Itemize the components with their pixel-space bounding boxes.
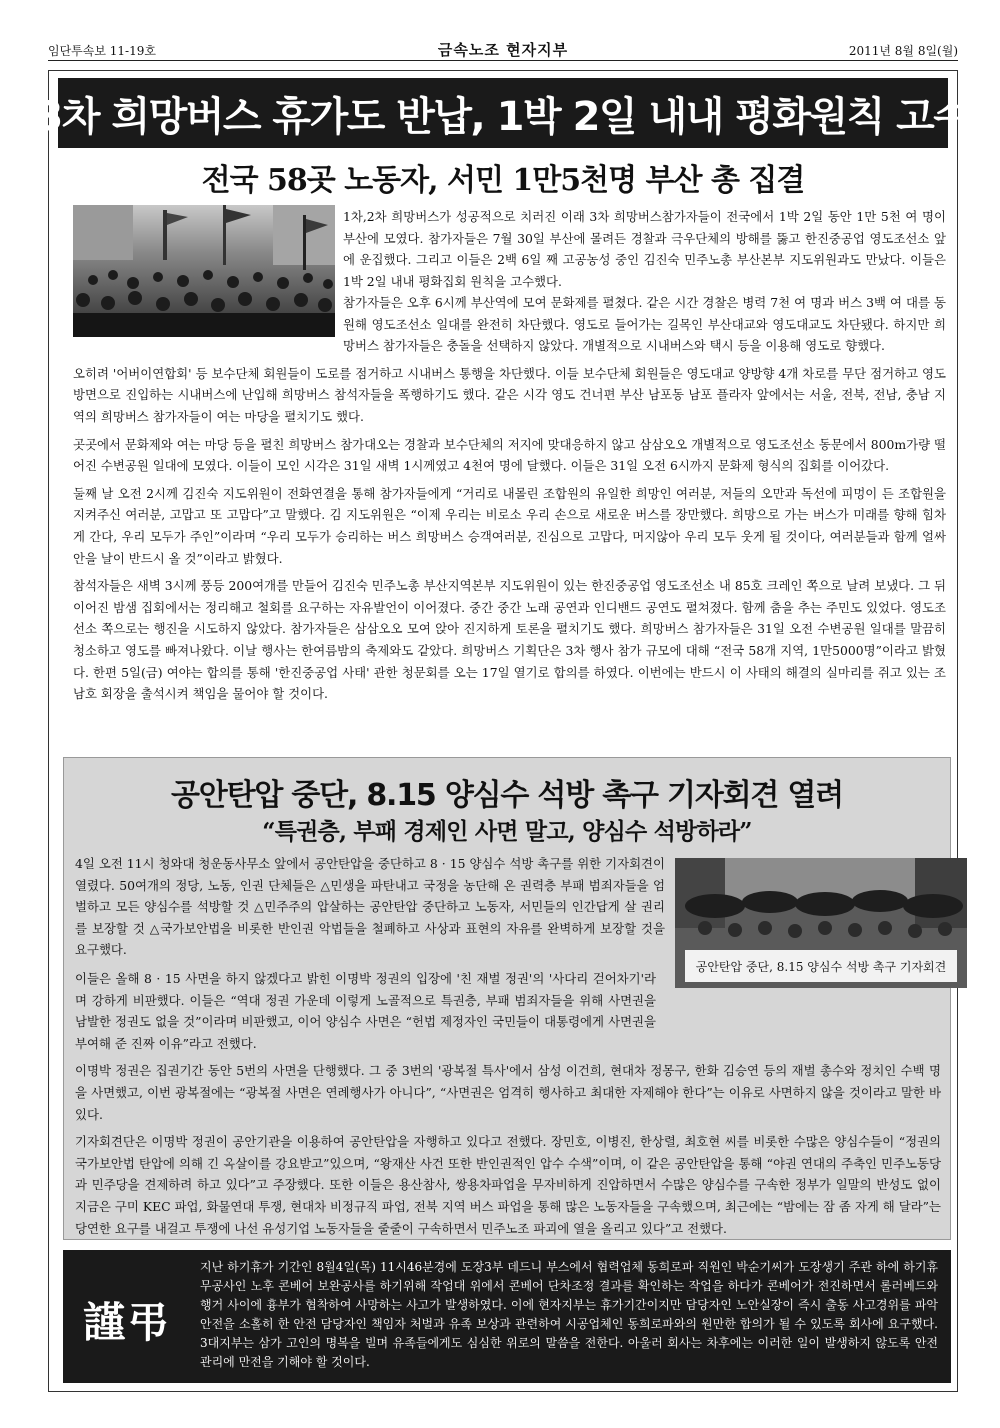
organization-name: 금속노조 현자지부 [437,41,569,59]
condolence-title: 謹弔 [83,1298,172,1347]
article1-paragraph-3: 오히려 '어버이연합회' 등 보수단체 회원들이 도로를 점거하고 시내버스 통행을 차단했다. 이들 보수단체 회원들은 영도대교 양방향 4개 차로를 무단 점거하고 영도방면으로 진입하는 시내버스에 난입해 희망버스 참석자들을 폭행하기도 했다. 같은 시각 영도 건너편 부산 남포동 남포 플라자 앞에서는 서울, 전북, 전남, 충남 지역의 희망버스 참가자들이 여는 마당을 펼치기도 했다. [73,365,946,424]
article1-paragraph-1: 1차,2차 희망버스가 성공적으로 치러진 이래 3차 희망버스참가자들이 전국에서 1박 2일 동안 1만 5천 여 명이 부산에 모였다. 참가자들은 7월 30일 부산에 몰려든 경찰과 극우단체의 방해를 뚫고 한진중공업 영도조선소 앞에 운집했다. 그리고 이들은 2백 6일 째 고공농성 중인 김진숙 민주노총 부산본부 지도위원과도 만났다. 이들은 1박 2일 내내 평화집회 원칙을 고수했다. [343,209,946,289]
article2-body [75,968,941,1245]
condolence-notice [63,1250,951,1383]
main-headline: 3차 희망버스 휴가도 반납, 1박 2일 내내 평화원칙 고수 [35,93,971,140]
condolence-text: 지난 하기휴가 기간인 8월4일(목) 11시46분경에 도장3부 데드니 부스에서 협력업체 동희로파 직원인 박순기씨가 도장생기 주관 하에 하기휴무공사인 노후 콘베어 보완공사를 하기위해 작업대 위에서 콘베어 단차조정 결과를 확인하는 작업을 하다가 콘베어가 전진하면서 롤러베드와 행거 사이에 흉부가 협착하여 사망하는 사고가 발생하였다. 이에 현자지부는 휴가기간이지만 담당자인 노안실장이 즉시 출동 사고경위를 파악 안전을 소홀히 한 안전 담당자인 책임자 처벌과 유족 보상과 관련하여 시공업체인 동희로파와의 원만한 합의가 될 수 있도록 회사에 요구했다. 3대지부는 삼가 고인의 명복을 빌며 유족들에게도 심심한 위로의 말씀을 전한다. 아울러 회사는 차후에는 이러한 일이 발생하지 않도록 안전 관리에 만전을 기해야 할 것이다. [200,1260,938,1369]
article1-intro [343,206,946,292]
article1-body [73,292,946,711]
masthead [48,38,958,60]
article2-subhead: “특권층, 부패 경제인 사면 말고, 양심수 석방하라” [262,818,752,845]
article1-paragraph-4: 곳곳에서 문화제와 여는 마당 등을 펼친 희망버스 참가대오는 경찰과 보수단체의 저지에 맞대응하지 않고 삼삼오오 개별적으로 영도조선소 동문에서 800m가량 떨어진 수변공원 일대에 모였다. 이들이 모인 시각은 31일 새벽 1시께였고 4천여 명에 달했다. 이들은 31일 오전 6시까지 문화제 형식의 집회를 이어갔다. [73,436,946,474]
headline-banner [35,78,971,148]
issue-date: 2011년 8월 8일(월) [848,44,958,58]
article2-paragraph-3: 이명박 정권은 집권기간 동안 5번의 사면을 단행했다. 그 중 3번의 '광복절 특사'에서 삼성 이건희, 현대차 정몽구, 한화 김승연 등의 재벌 총수와 정치인 수백 명을 사면했고, 이번 광복절에는 “광복절 사면은 연례행사가 아니다”, “사면권은 엄격히 행사하고 최대한 자제해야 한다”는 이유로 사면하지 않을 것이라고 말한 바 있다. [75,1063,941,1122]
article1-paragraph-6: 참석자들은 새벽 3시께 풍등 200여개를 만들어 김진숙 민주노총 부산지역본부 지도위원이 있는 한진중공업 영도조선소 내 85호 크레인 쪽으로 날려 보냈다. 그 뒤 이어진 밤샘 집회에서는 정리해고 철회를 요구하는 자유발언이 이어졌다. 중간 중간 노래 공연과 인디밴드 공연도 펼쳐졌다. 함께 춤을 추는 주민도 있었다. 영도조선소 쪽으로는 행진을 시도하지 않았다. 참가자들은 삼삼오오 모여 앉아 진지하게 토론을 펼치기도 했다. 희망버스 참가자들은 31일 오전 수변공원 일대를 말끔히 청소하고 영도를 빠져나왔다. 이날 행사는 한여름밤의 축제와도 같았다. 희망버스 기획단은 3차 행사 참가 규모에 대해 “전국 58개 지역, 1만5000명”이라고 밝혔다. 한편 5일(금) 여야는 합의를 통해 '한진중공업 사태' 관한 청문회를 오는 17일 열기로 합의를 하였다. 이번에는 반드시 이 사태의 해결의 실마리를 쥐고 있는 조남호 회장을 출석시켜 책임을 물어야 할 것이다. [73,578,947,702]
photo-banner-text: 공안탄압 중단, 8.15 양심수 석방 촉구 기자회견 [695,960,947,974]
issue-number: 임단투속보 11-19호 [48,44,156,58]
article2-headline: 공안탄압 중단, 8.15 양심수 석방 촉구 기자회견 열려 [171,778,843,813]
article1-subhead: 전국 58곳 노동자, 서민 1만5천명 부산 총 집결 [201,163,805,198]
article1-paragraph-2: 참가자들은 오후 6시께 부산역에 모여 문화제를 펼쳤다. 같은 시간 경찰은 병력 7천 여 명과 버스 3백 여 대를 동원해 영도조선소 일대를 완전히 차단했다. 영도로 들어가는 길목인 부산대교와 영도대교도 차단됐다. 하지만 희망버스 참가자들은 충돌을 선택하지 않았다. 개별적으로 시내버스와 택시 등을 이용해 영도로 향했다. [343,295,946,354]
article2-paragraph-2: 이들은 올해 8 · 15 사면을 하지 않겠다고 밝힌 이명박 정권의 입장에 '친 재벌 정권'의 '사다리 걷어차기'라며 강하게 비판했다. 이들은 “역대 정권 가운데 이렇게 노골적으로 특권층, 부패 범죄자들을 위해 사면권을 남발한 정권도 없을 것”이라며 비판했고, 이어 양심수 사면은 “헌법 제정자인 국민들이 대통령에게 사면권을 부여해 준 진짜 이유”라고 전했다. [75,971,656,1051]
article1-paragraph-5: 둘째 날 오전 2시께 김진숙 지도위원이 전화연결을 통해 참가자들에게 “거리로 내몰린 조합원의 유일한 희망인 여러분, 저들의 오만과 독선에 피멍이 든 조합원을 지켜주신 여러분, 고맙고 또 고맙다”고 말했다. 김 지도위원은 “이제 우리는 비로소 우리 손으로 새로운 버스를 장만했다. 희망으로 가는 버스가 미래를 향해 힘차게 간다, 우리 모두가 주인”이라며 “우리 모두가 승리하는 버스 희망버스 승객여러분, 진심으로 고맙다, 머지않아 우리 모두 웃게 될 것이다, 여러분들과 함께 얼싸안을 날이 반드시 올 것”이라고 밝혔다. [73,485,946,566]
article2-paragraph-4: 기자회견단은 이명박 정권이 공안기관을 이용하여 공안탄압을 자행하고 있다고 전했다. 장민호, 이병진, 한상렬, 최호현 씨를 비롯한 수많은 양심수들이 “정권의 국가보안법 탄압에 의해 긴 옥살이를 강요받고”있으며, “왕재산 사건 또한 반인권적인 압수 수색”이며, 이 같은 공안탄압을 통해 “야권 연대의 주축인 민주노동당과 민주당을 견제하려 하고 있다”고 주장했다. 또한 이들은 용산참사, 쌍용차파업을 무자비하게 진압하면서 수많은 양심수를 구속한 정부가 일말의 반성도 없이 지금은 구미 KEC 파업, 화물연대 투쟁, 현대차 비정규직 파업, 전북 지역 버스 파업을 통해 많은 노동자들을 구속했으며, 최근에는 “밤에는 잠 좀 자게 해 달라”는 당연한 요구를 내걸고 투쟁에 나선 유성기업 노동자들을 줄줄이 구속하면서 민주노조 파괴에 열을 올리고 있다”고 전했다. [75,1134,941,1236]
article2-intro [75,853,665,961]
article2-paragraph-1: 4일 오전 11시 청와대 청운동사무소 앞에서 공안탄압을 중단하고 8 · 15 양심수 석방 촉구를 위한 기자회견이 열렸다. 50여개의 정당, 노동, 인권 단체들은 △민생을 파탄내고 국정을 농단해 온 권력층 부패 범죄자들을 엄벌하고 모든 양심수를 석방할 것 △민주주의 압살하는 공안탄압 중단하고 노동자, 서민들의 인간답게 살 권리를 보장할 것 △국가보안법을 비롯한 반인권 악법들을 철폐하고 사상과 표현의 자유를 완벽하게 보장할 것을 요구했다. [75,856,665,958]
masthead-rule [48,60,958,61]
